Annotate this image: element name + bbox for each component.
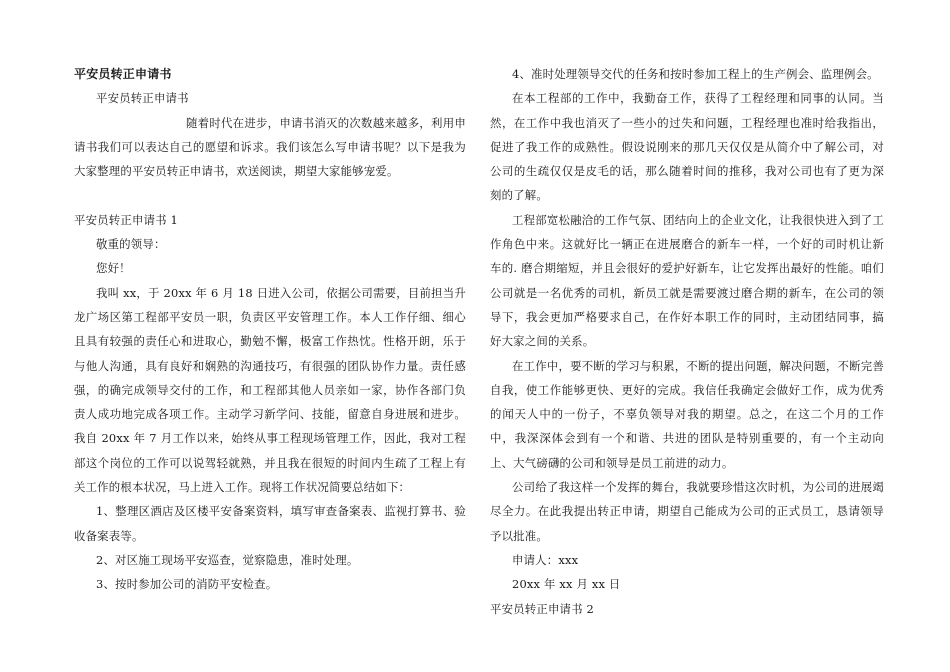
list-item-2: 2、对区施工现场平安巡查，觉察隐患，准时处理。 bbox=[96, 552, 359, 567]
body-paragraph-3: 工程部宽松融洽的工作气氛、团结向上的企业文化，让我很快进入到了工作角色中来。这就好比一辆正在进展磨合的新车一样，一个好的司时机让新车的. 磨合期缩短，并且会很好的爱护好新车，让它发挥出最好的性能。咱们公司就是一名优秀的司机，新员工就是需要渡过磨合期的新车，在公司的领导下，我会更加严格要求自己，在作好本职工作的同时，主动团结同事，搞好大家之间的关系。 bbox=[490, 212, 884, 349]
list-item-4: 4、准时处理领导交代的任务和按时参加工程上的生产例会、监理例会。 bbox=[512, 67, 879, 81]
intro-paragraph: 随着时代在进步，申请书消灭的次数越来越多，利用申请书我们可以表达自己的愿望和诉求。我们该怎么写申请书呢？以下是我为大家整理的平安员转正申请书，欢送阅读，期望大家能够宠爱。 bbox=[74, 115, 466, 179]
left-column bbox=[74, 62, 466, 597]
applicant-line: 申请人：xxx bbox=[512, 552, 579, 567]
list-item-3: 3、按时参加公司的消防平安检查。 bbox=[96, 577, 278, 592]
body-paragraph-5: 公司给了我这样一个发挥的舞台，我就要珍惜这次时机，为公司的进展竭尽全力。在此我提出转正申请，期望自己能成为公司的正式员工，恳请领导予以批准。 bbox=[490, 480, 884, 543]
greeting: 您好！ bbox=[96, 261, 131, 276]
body-paragraph-2: 在本工程部的工作中，我勤奋工作，获得了工程经理和同事的认同。当然，在工作中我也消灭了一些小的过失和问题，工程经理也准时给我指出，促进了我工作的成熟性。假设说刚来的那几天仅仅是从简介中了解公司，对公司的生疏仅仅是皮毛的话，那么随着时间的推移，我对公司也有了更为深刻的了解。 bbox=[490, 91, 884, 203]
right-column bbox=[490, 62, 884, 621]
document-subtitle: 平安员转正申请书 bbox=[96, 91, 189, 106]
salutation: 敬重的领导： bbox=[96, 237, 166, 252]
section-1-heading: 平安员转正申请书 1 bbox=[74, 212, 178, 227]
body-paragraph-1: 我叫 xx，于 20xx 年 6 月 18 日进入公司，依据公司需要，目前担当升龙广场区第工程部平安员一职，负责区平安管理工作。本人工作仔细、细心且具有较强的责任心和进取心，勤勉不懈，极富工作热忱。性格开朗，乐于与他人沟通，具有良好和娴熟的沟通技巧，有很强的团队协作力量。责任感强，的确完成领导交付的工作，和工程部其他人员亲如一家，协作各部门负责人成功地完成各项工作。主动学习新学问、技能，留意自身进展和进步。我自 20xx 年 7 月工作以来，始终从事工程现场管理工作，因此，我对工程部这个岗位的工作可以说驾轻就熟，并且我在很短的时间内生疏了工程上有关工作的根本状况，马上进入工作。现将工作状况简要总结如下： bbox=[74, 285, 466, 495]
document-title: 平安员转正申请书 bbox=[74, 67, 172, 81]
list-item-1: 1、整理区酒店及区楼平安备案资料，填写审查备案表、监视打算书、验收备案表等。 bbox=[74, 504, 466, 543]
section-2-heading: 平安员转正申请书 2 bbox=[490, 601, 594, 616]
spacer bbox=[74, 183, 466, 207]
date-line: 20xx 年 xx 月 xx 日 bbox=[512, 577, 621, 592]
body-paragraph-4: 在工作中，要不断的学习与积累，不断的提出问题，解决问题，不断完善自我，使工作能够更快、更好的完成。我信任我确定会做好工作，成为优秀的闻天人中的一份子，不辜负领导对我的期望。总之，在这二个月的工作中，我深深体会到有一个和谐、共进的团队是特别重要的，有一个主动向上、大气磅礴的公司和领导是员工前进的动力。 bbox=[490, 358, 884, 470]
